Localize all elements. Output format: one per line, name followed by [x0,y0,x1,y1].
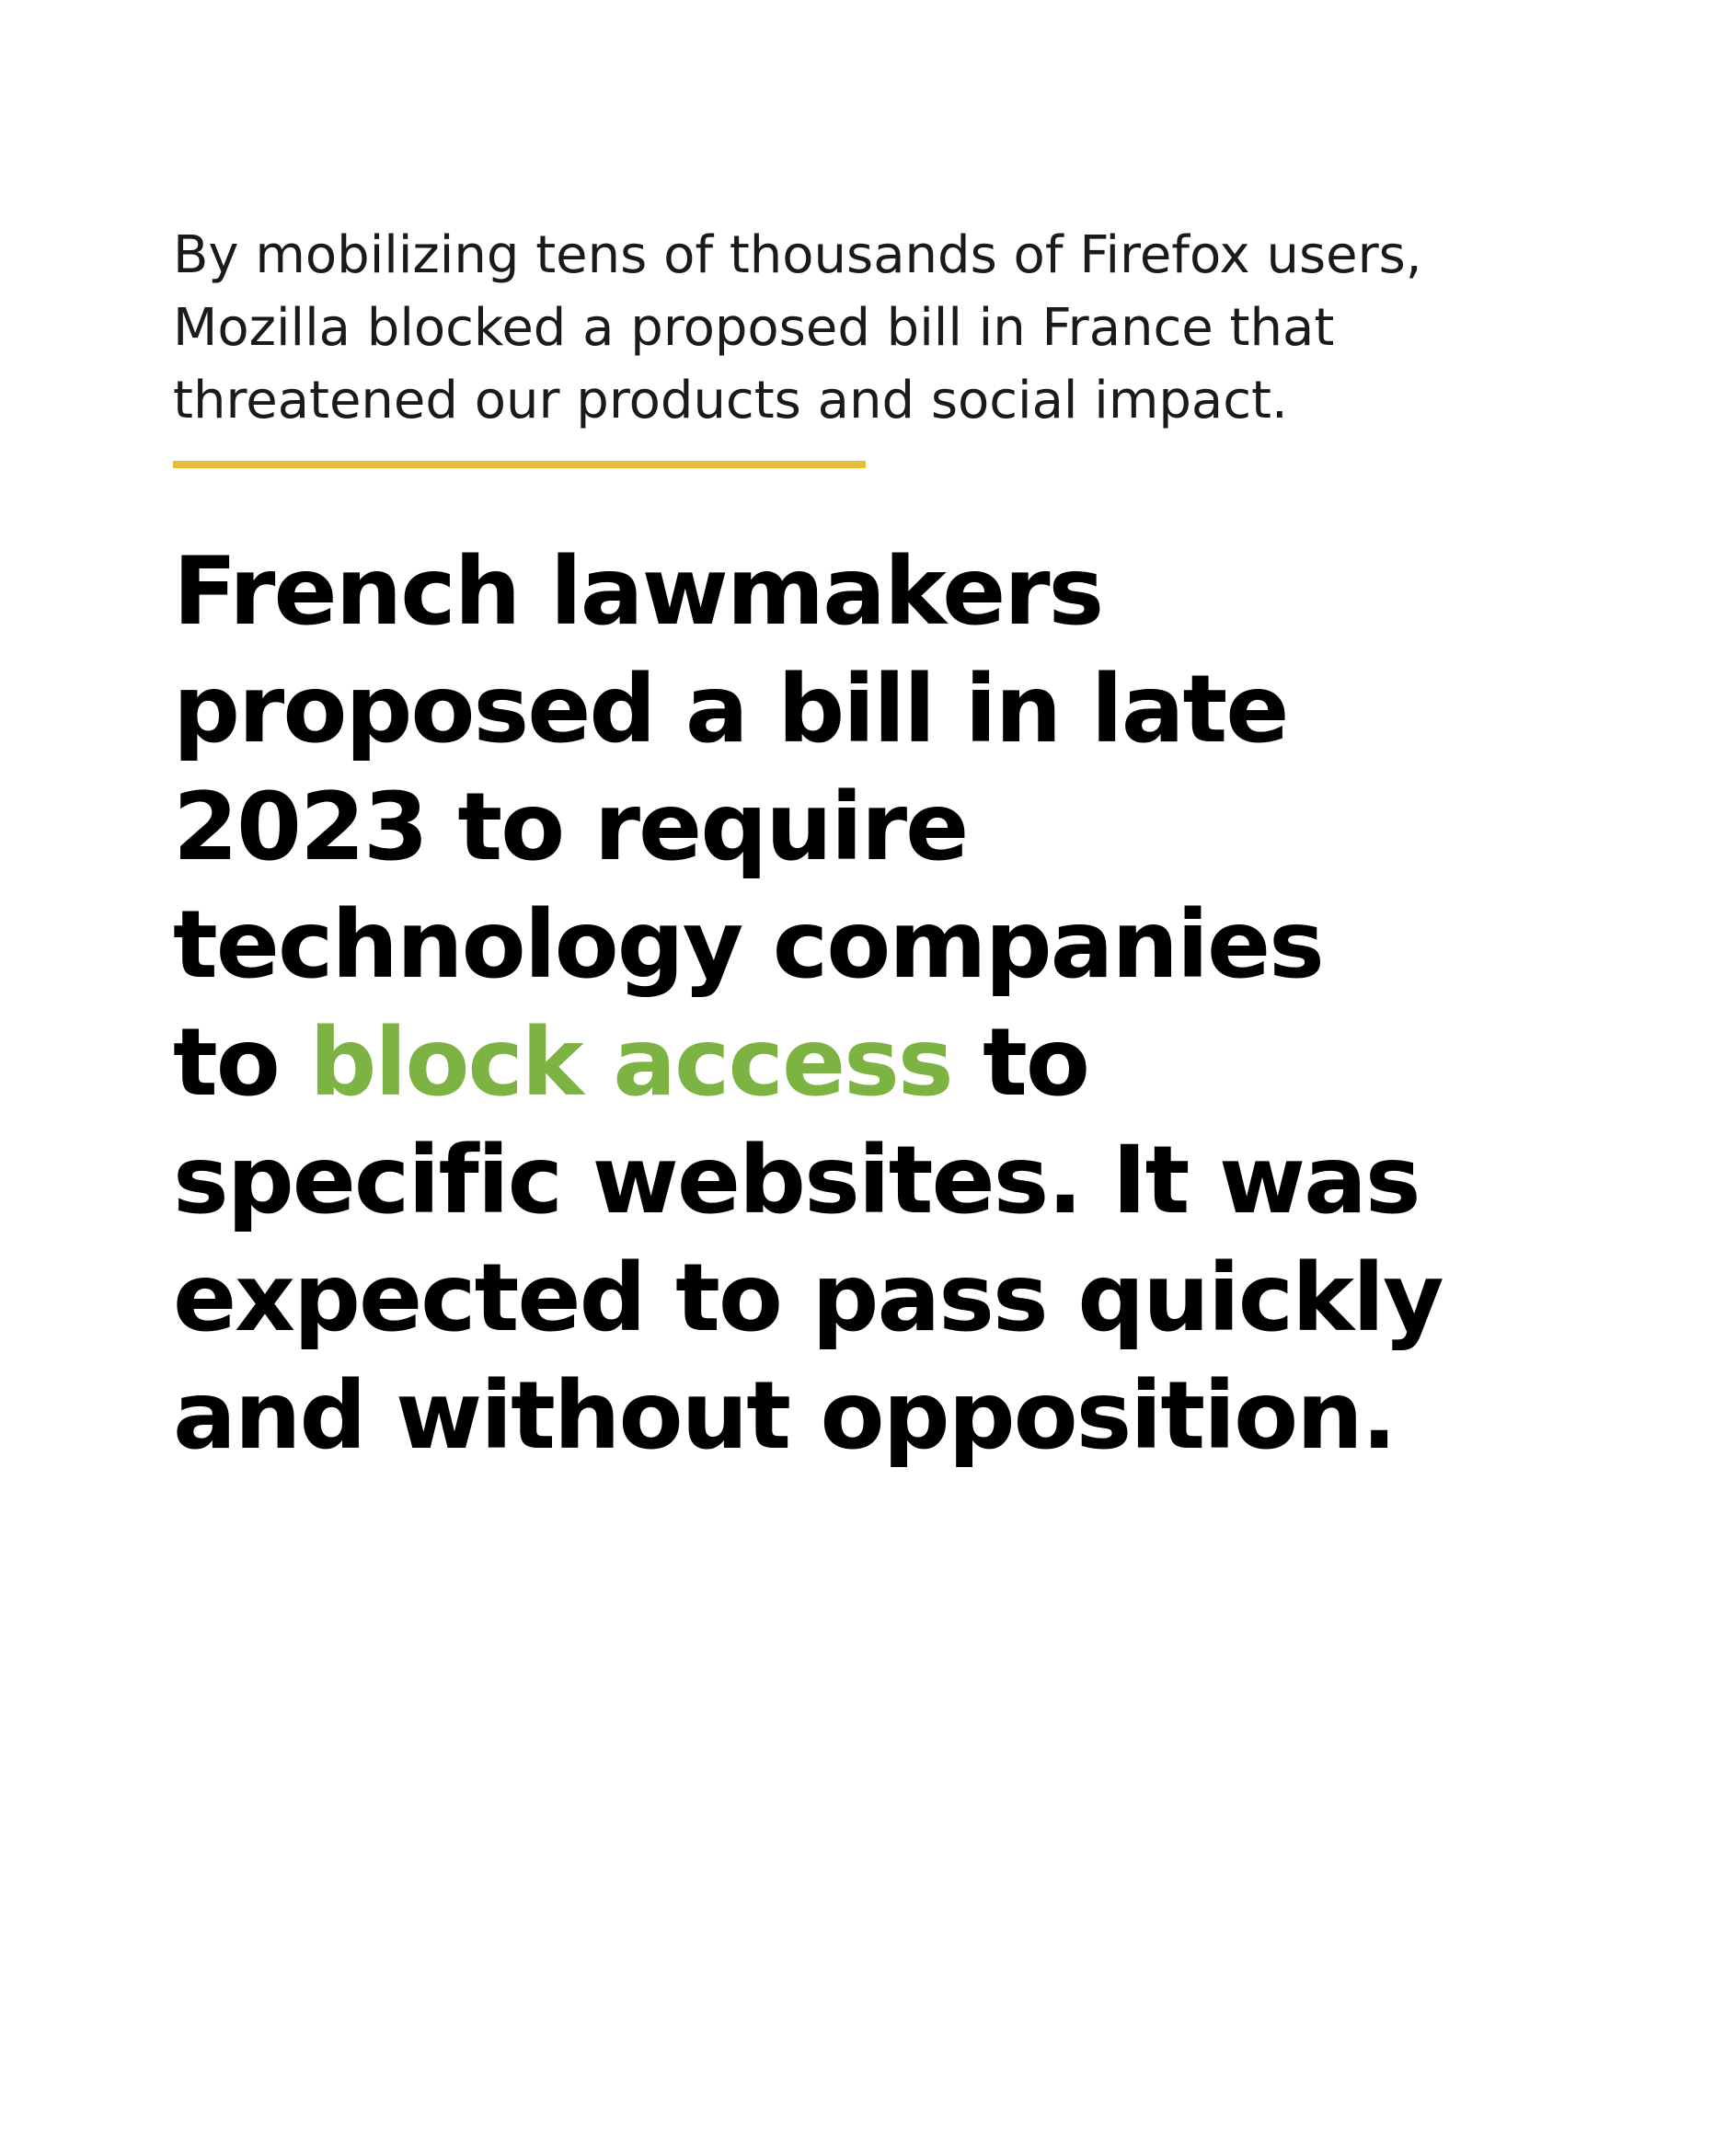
accent-divider [173,461,866,468]
headline-line-6: specific websites. It was [173,1126,1420,1235]
highlighted-phrase: block access [309,1008,952,1118]
headline [173,533,1608,1475]
headline-line-5-before: to [173,1008,310,1118]
headline-line-5-after: to [951,1008,1088,1118]
intro-line-2: Mozilla blocked a proposed bill in France that [173,298,1335,358]
headline-line-8: and without opposition. [173,1361,1396,1471]
headline-line-5 [173,1004,1608,1122]
intro-paragraph [173,219,1608,437]
headline-line-4: technology companies [173,890,1323,1000]
headline-line-1: French lawmakers [173,537,1103,647]
headline-line-2: proposed a bill in late [173,655,1288,764]
intro-line-3: threatened our products and social impact. [173,371,1288,430]
headline-line-3: 2023 to require [173,773,968,882]
intro-line-1: By mobilizing tens of thousands of Firefox users, [173,225,1422,285]
headline-line-7: expected to pass quickly [173,1244,1443,1353]
